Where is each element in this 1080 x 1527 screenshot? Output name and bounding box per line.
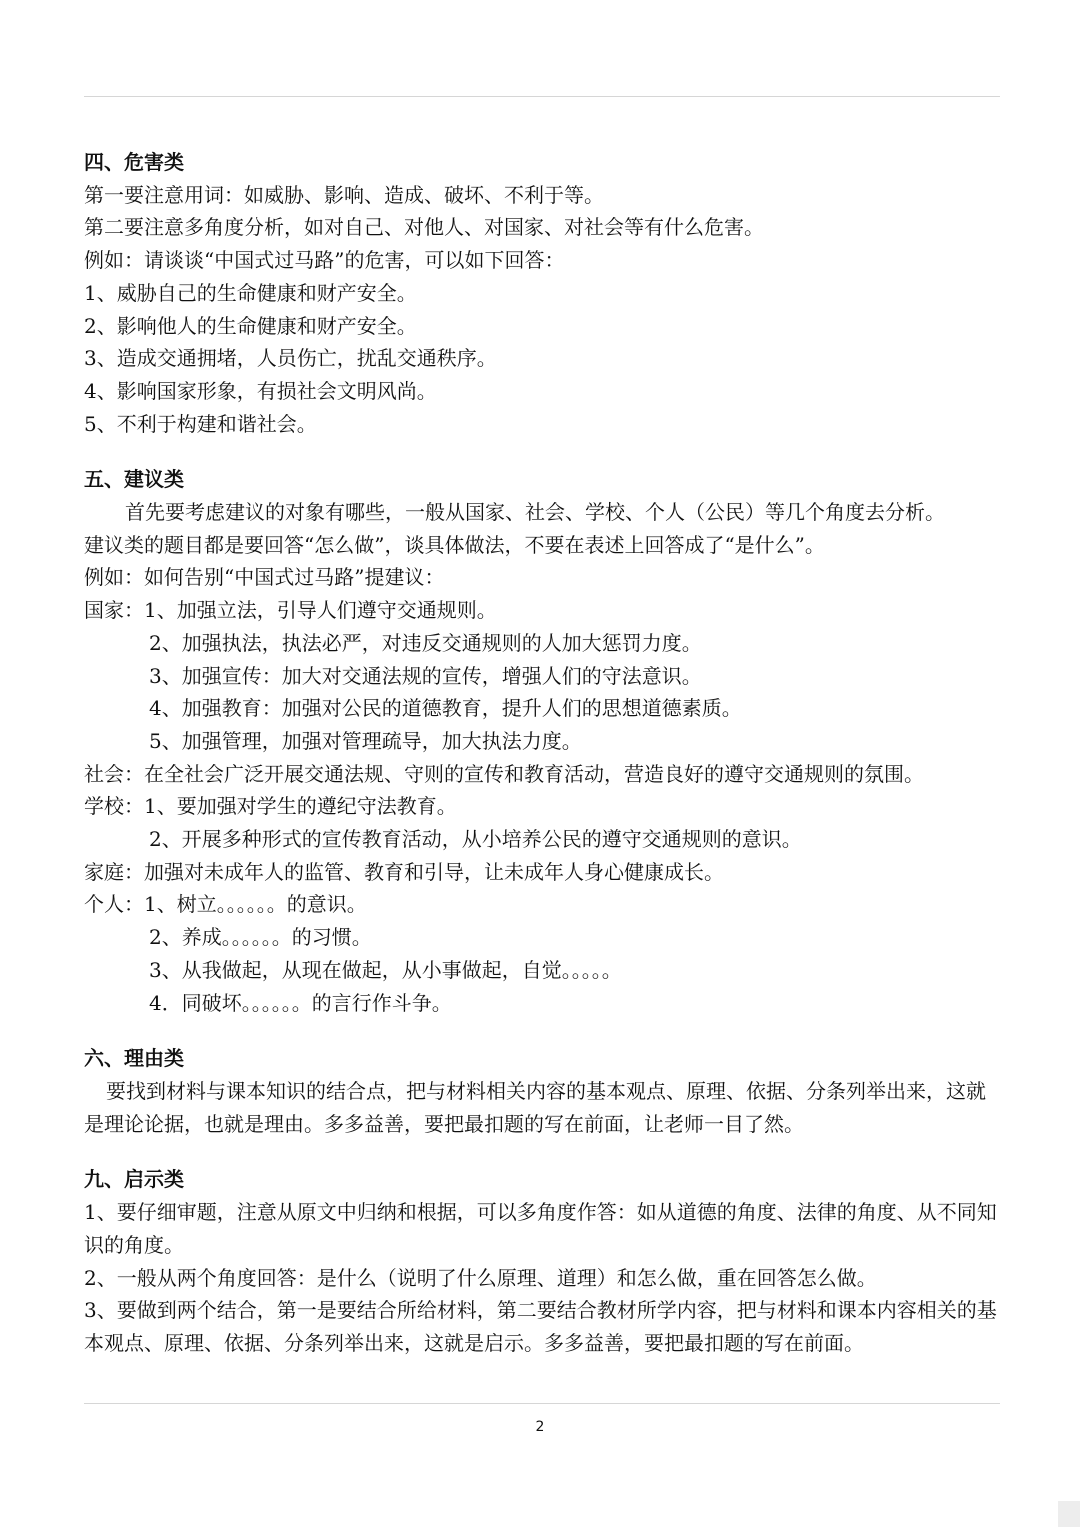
section-title: 六、理由类 xyxy=(84,1046,184,1071)
list-item: 国家：1、加强立法，引导人们遵守交通规则。 xyxy=(84,598,497,623)
section-suggestion xyxy=(84,463,1004,1019)
list-item: 1、威胁自己的生命健康和财产安全。 xyxy=(84,280,417,305)
text-line: 第二要注意多角度分析，如对自己、对他人、对国家、对社会等有什么危害。 xyxy=(84,215,764,240)
paragraph: 首先要考虑建议的对象有哪些，一般从国家、社会、学校、个人（公民）等几个角度去分析。 xyxy=(125,500,945,525)
paragraph: 3、要做到两个结合，第一是要结合所给材料，第二要结合教材所学内容，把与材料和课本内容相关的基本观点、原理、依据、分条列举出来，这就是启示。多多益善，要把最扣题的写在前面。 xyxy=(84,1298,997,1355)
list-item: 2、影响他人的生命健康和财产安全。 xyxy=(84,313,417,338)
list-item: 3、加强宣传：加大对交通法规的宣传，增强人们的守法意识。 xyxy=(149,663,702,688)
paragraph: 建议类的题目都是要回答“怎么做”，谈具体做法，不要在表述上回答成了“是什么”。 xyxy=(84,532,825,557)
list-item: 4、影响国家形象，有损社会文明风尚。 xyxy=(84,378,437,403)
section-reason xyxy=(84,1042,1004,1140)
document-body xyxy=(84,146,1004,1383)
list-item: 学校：1、要加强对学生的遵纪守法教育。 xyxy=(84,794,457,819)
paragraph: 要找到材料与课本知识的结合点，把与材料相关内容的基本观点、原理、依据、分条列举出来，这就是理论论据，也就是理由。多多益善，要把最扣题的写在前面，让老师一目了然。 xyxy=(84,1078,986,1136)
footer-rule xyxy=(84,1403,1000,1404)
list-item: 2、开展多种形式的宣传教育活动，从小培养公民的遵守交通规则的意识。 xyxy=(149,827,802,852)
text-line: 第一要注意用词：如威胁、影响、造成、破坏、不利于等。 xyxy=(84,182,604,207)
text-line: 例如：如何告别“中国式过马路”提建议： xyxy=(84,565,445,590)
paragraph: 1、要仔细审题，注意从原文中归纳和根据，可以多角度作答：如从道德的角度、法律的角度、从不同知识的角度。 xyxy=(84,1200,997,1257)
list-item: 3、从我做起，从现在做起，从小事做起，自觉。。。。。 xyxy=(149,957,622,982)
page-corner-shade xyxy=(1058,1501,1080,1527)
list-item: 3、造成交通拥堵，人员伤亡，扰乱交通秩序。 xyxy=(84,346,497,371)
list-item: 4．同破坏。。。。。。的言行作斗争。 xyxy=(149,990,452,1015)
list-item: 5、加强管理，加强对管理疏导，加大执法力度。 xyxy=(149,728,582,753)
text-line: 社会：在全社会广泛开展交通法规、守则的宣传和教育活动，营造良好的遵守交通规则的氛围。 xyxy=(84,761,924,786)
list-item: 2、养成。。。。。。的习惯。 xyxy=(149,925,372,950)
page-number: 2 xyxy=(535,1419,545,1435)
text-line: 例如：请谈谈“中国式过马路”的危害，可以如下回答： xyxy=(84,248,565,273)
header-rule xyxy=(84,96,1000,97)
text-line: 家庭：加强对未成年人的监管、教育和引导，让未成年人身心健康成长。 xyxy=(84,859,724,884)
section-title: 九、启示类 xyxy=(84,1167,184,1192)
list-item: 5、不利于构建和谐社会。 xyxy=(84,411,317,436)
section-inspiration xyxy=(84,1163,1004,1359)
section-title: 五、建议类 xyxy=(84,467,184,492)
section-harm xyxy=(84,146,1004,440)
list-item: 2、加强执法，执法必严，对违反交通规则的人加大惩罚力度。 xyxy=(149,630,702,655)
section-title: 四、危害类 xyxy=(84,150,184,174)
list-item: 个人：1、树立。。。。。。的意识。 xyxy=(84,892,367,917)
paragraph: 2、一般从两个角度回答：是什么（说明了什么原理、道理）和怎么做，重在回答怎么做。 xyxy=(84,1265,877,1290)
list-item: 4、加强教育：加强对公民的道德教育，提升人们的思想道德素质。 xyxy=(149,696,742,721)
